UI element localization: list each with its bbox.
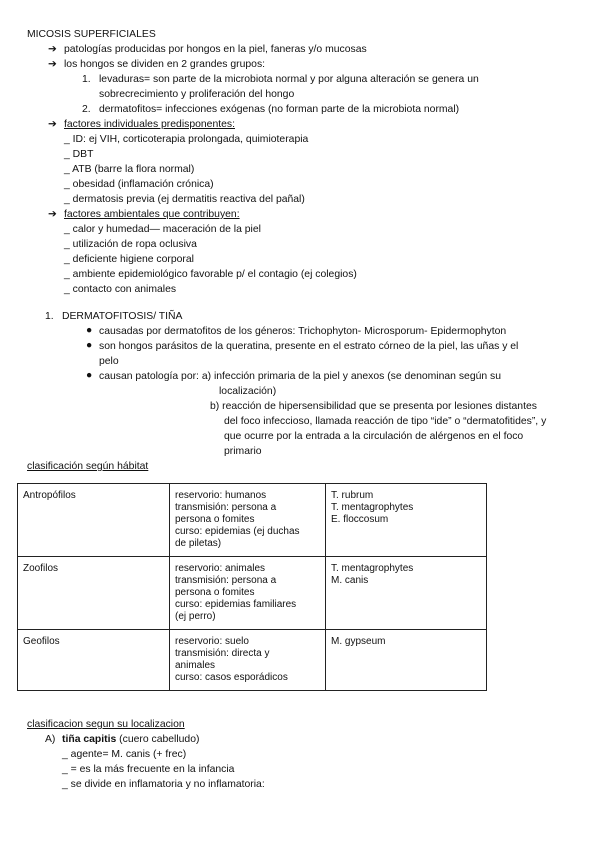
- section-bullet-cont: pelo: [99, 356, 119, 367]
- habitat-details: [170, 484, 326, 557]
- detail-line: animales: [175, 660, 216, 671]
- habitat-name: Geofilos: [18, 630, 170, 691]
- intro-bullet: patologías producidas por hongos en la piel, faneras y/o mucosas: [64, 44, 367, 55]
- list-item: _ ambiente epidemiológico favorable p/ el contagio (ej colegios): [64, 269, 357, 280]
- list-item: _ obesidad (inflamación crónica): [64, 179, 214, 190]
- list-item: _ agente= M. canis (+ frec): [62, 749, 187, 760]
- species-line: T. rubrum: [331, 490, 374, 501]
- section-sub-cont: primario: [224, 446, 262, 457]
- list-item: _ calor y humedad— maceración de la piel: [64, 224, 261, 235]
- arrow-icon: ➔: [48, 209, 57, 220]
- section-bullet: son hongos parásitos de la queratina, presente en el estrato córneo de la piel, las uñas y el: [99, 341, 519, 352]
- list-item: _ contacto con animales: [64, 284, 177, 295]
- habitat-details: [170, 630, 326, 691]
- bold-term: tiña capitis: [62, 734, 117, 745]
- detail-line: transmisión: directa y: [175, 648, 270, 659]
- term-note: (cuero cabelludo): [116, 734, 200, 745]
- habitat-name: Zoofilos: [18, 557, 170, 630]
- detail-line: reservorio: suelo: [175, 636, 249, 647]
- group-item: dermatofitos= infecciones exógenas (no forman parte de la microbiota normal): [99, 104, 460, 115]
- detail-line: (ej perro): [175, 611, 216, 622]
- section-number: 1.: [45, 311, 54, 322]
- list-item: _ deficiente higiene corporal: [64, 254, 194, 265]
- list-item: _ dermatosis previa (ej dermatitis reactiva del pañal): [64, 194, 305, 205]
- section-bullet: causadas por dermatofitos de los géneros: Trichophyton- Microsporum- Epidermophyton: [99, 326, 507, 337]
- habitat-species: [326, 484, 487, 557]
- species-line: M. gypseum: [331, 636, 386, 647]
- arrow-icon: ➔: [48, 59, 57, 70]
- detail-line: transmisión: persona a: [175, 502, 277, 513]
- species-line: M. canis: [331, 575, 369, 586]
- detail-line: curso: epidemias familiares: [175, 599, 297, 610]
- habitat-table: [17, 483, 487, 691]
- list-item: _ DBT: [64, 149, 94, 160]
- table-row: [18, 484, 487, 557]
- list-item: _ utilización de ropa oclusiva: [64, 239, 197, 250]
- detail-line: curso: casos esporádicos: [175, 672, 288, 683]
- group-item: levaduras= son parte de la microbiota normal y por alguna alteración se genera un: [99, 74, 479, 85]
- group-item-cont: sobrecrecimiento y proliferación del hongo: [99, 89, 295, 100]
- list-number: 1.: [82, 74, 91, 85]
- arrow-icon: ➔: [48, 119, 57, 130]
- bullet-icon: ●: [86, 340, 93, 351]
- section-sub-cont: del foco infeccioso, llamada reacción de tipo “ide” o “dermatofitides”, y: [224, 416, 547, 427]
- localizacion-heading: clasificacion segun su localizacion: [27, 719, 185, 730]
- species-line: T. mentagrophytes: [331, 563, 414, 574]
- section-bullet-cont: localización): [219, 386, 277, 397]
- section-sub-cont: que ocurre por la entrada a la circulación de alérgenos en el foco: [224, 431, 524, 442]
- bullet-icon: ●: [86, 370, 93, 381]
- bullet-icon: ●: [86, 325, 93, 336]
- section-heading: factores individuales predisponentes:: [64, 119, 235, 130]
- list-letter: A): [45, 734, 56, 745]
- list-number: 2.: [82, 104, 91, 115]
- species-line: E. floccosum: [331, 514, 389, 525]
- list-item: _ ATB (barre la flora normal): [64, 164, 195, 175]
- detail-line: transmisión: persona a: [175, 575, 277, 586]
- detail-line: persona o fomites: [175, 514, 255, 525]
- localizacion-item-a: [62, 732, 199, 747]
- section-sub: b) reacción de hipersensibilidad que se presenta por lesiones distantes: [210, 401, 537, 412]
- species-line: T. mentagrophytes: [331, 502, 414, 513]
- habitat-species: [326, 630, 487, 691]
- table-row: [18, 630, 487, 691]
- detail-line: reservorio: animales: [175, 563, 266, 574]
- section-bullet: causan patología por: a) infección primaria de la piel y anexos (se denominan según su: [99, 371, 502, 382]
- habitat-species: [326, 557, 487, 630]
- habitat-details: [170, 557, 326, 630]
- habitat-name: Antropófilos: [18, 484, 170, 557]
- arrow-icon: ➔: [48, 44, 57, 55]
- list-item: _ ID: ej VIH, corticoterapia prolongada, quimioterapia: [64, 134, 309, 145]
- list-item: _ = es la más frecuente en la infancia: [62, 764, 235, 775]
- detail-line: de piletas): [175, 538, 222, 549]
- list-item: _ se divide en inflamatoria y no inflamatoria:: [62, 779, 265, 790]
- page-title: MICOSIS SUPERFICIALES: [27, 29, 156, 40]
- section-title: DERMATOFITOSIS/ TIÑA: [62, 311, 183, 322]
- detail-line: reservorio: humanos: [175, 490, 267, 501]
- table-row: [18, 557, 487, 630]
- habitat-heading: clasificación según hábitat: [27, 461, 149, 472]
- detail-line: curso: epidemias (ej duchas: [175, 526, 300, 537]
- section-heading: factores ambientales que contribuyen:: [64, 209, 240, 220]
- intro-bullet: los hongos se dividen en 2 grandes grupos:: [64, 59, 266, 70]
- detail-line: persona o fomites: [175, 587, 255, 598]
